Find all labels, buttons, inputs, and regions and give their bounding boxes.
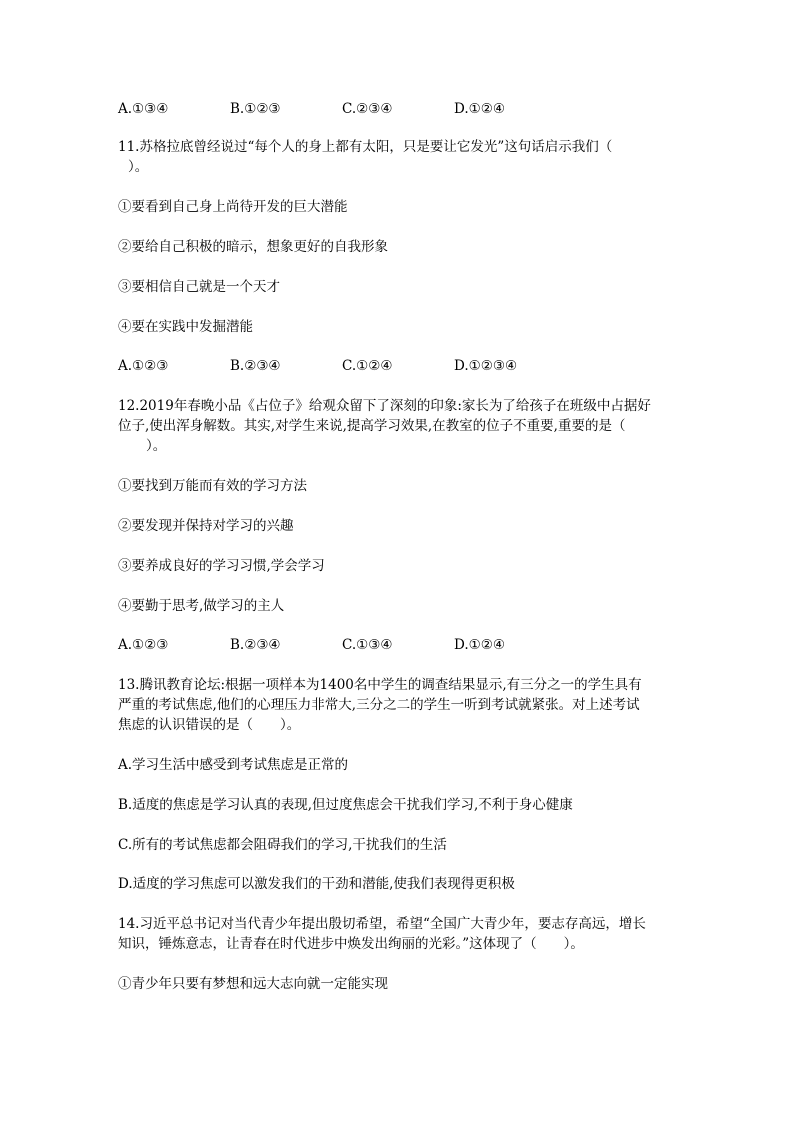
q11-option-b[interactable]: B.②③④ [230, 358, 281, 374]
q14-item-1: ①青少年只要有梦想和远大志向就一定能实现 [118, 976, 388, 992]
q13-choice-d[interactable]: D.适度的学习焦虑可以激发我们的干劲和潜能,使我们表现得更积极 [118, 876, 515, 892]
q13-choice-a[interactable]: A.学习生活中感受到考试焦虑是正常的 [118, 757, 349, 773]
q10-option-c[interactable]: C.②③④ [342, 101, 393, 117]
q11-option-a[interactable]: A.①②③ [118, 358, 169, 374]
q10-options [118, 99, 678, 119]
q13-choice-c[interactable]: C.所有的考试焦虑都会阻碍我们的学习,干扰我们的生活 [118, 837, 447, 853]
q13-stem-line3: 焦虑的认识错误的是（ ）。 [118, 717, 301, 733]
q12-stem-line3: ）。 [146, 438, 167, 454]
q12-item-2: ②要发现并保持对学习的兴趣 [118, 518, 294, 534]
q12-item-4: ④要勤于思考,做学习的主人 [118, 598, 285, 614]
q11-item-3: ③要相信自己就是一个天才 [118, 279, 280, 295]
q14-stem-line2: 知识，锤炼意志，让青春在时代进步中焕发出绚丽的光彩。”这体现了（ ）。 [118, 936, 584, 952]
q10-option-a[interactable]: A.①③④ [118, 101, 169, 117]
q10-option-b[interactable]: B.①②③ [230, 101, 281, 117]
q12-option-b[interactable]: B.②③④ [230, 637, 281, 653]
q11-option-c[interactable]: C.①②④ [342, 358, 393, 374]
q11-item-2: ②要给自己积极的暗示，想象更好的自我形象 [118, 239, 388, 255]
q12-stem-line1: 12.2019年春晚小品《占位子》给观众留下了深刻的印象:家长为了给孩子在班级中占据好 [118, 398, 651, 414]
q12-item-3: ③要养成良好的学习习惯,学会学习 [118, 558, 325, 574]
q12-option-c[interactable]: C.①③④ [342, 637, 393, 653]
q11-item-4: ④要在实践中发掘潜能 [118, 319, 253, 335]
q12-item-1: ①要找到万能而有效的学习方法 [118, 478, 307, 494]
q10-option-d[interactable]: D.①②④ [454, 101, 505, 117]
q13-stem-line1: 13.腾讯教育论坛:根据一项样本为1400名中学生的调查结果显示,有三分之一的学生具有 [118, 677, 642, 693]
q11-options [118, 356, 678, 376]
q12-option-d[interactable]: D.①②④ [454, 637, 505, 653]
q13-stem-line2: 严重的考试焦虑,他们的心理压力非常大,三分之二的学生一听到考试就紧张。对上述考试 [118, 697, 640, 713]
q11-stem-line1: 11.苏格拉底曾经说过“每个人的身上都有太阳，只是要让它发光”这句话启示我们（ [118, 139, 613, 155]
q11-stem-line2: ）。 [128, 159, 149, 175]
q12-stem-line2: 位子,使出浑身解数。其实,对学生来说,提高学习效果,在教室的位子不重要,重要的是（ [118, 418, 626, 434]
q12-options [118, 635, 678, 655]
q12-option-a[interactable]: A.①②③ [118, 637, 169, 653]
q11-item-1: ①要看到自己身上尚待开发的巨大潜能 [118, 199, 348, 215]
q13-choice-b[interactable]: B.适度的焦虑是学习认真的表现,但过度焦虑会干扰我们学习,不利于身心健康 [118, 797, 573, 813]
q11-option-d[interactable]: D.①②③④ [454, 358, 518, 374]
q14-stem-line1: 14.习近平总书记对当代青少年提出殷切希望，希望“全国广大青少年，要志存高远，增长 [118, 916, 646, 932]
